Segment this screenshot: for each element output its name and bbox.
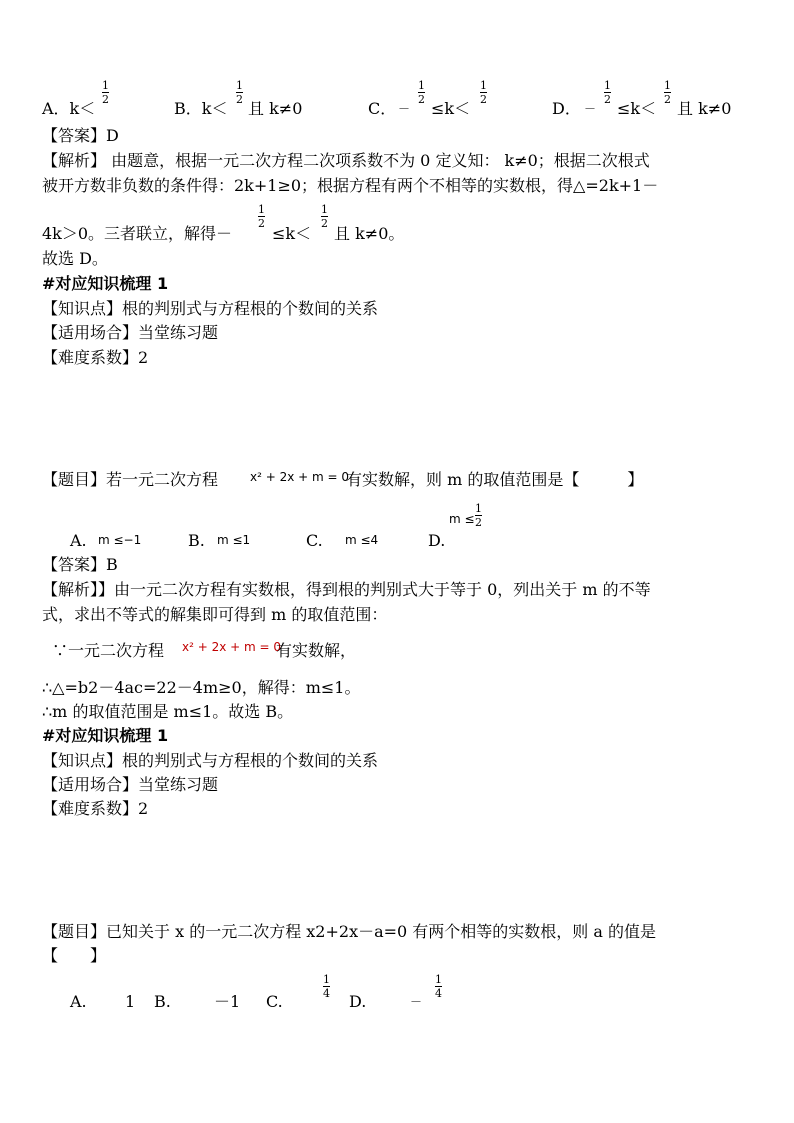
q3-option-c: C. bbox=[266, 992, 283, 1011]
q2-option-d-fraction: 1 2 bbox=[475, 502, 482, 529]
q1-option-d-fraction-right: 1 2 bbox=[664, 79, 671, 106]
q1-option-d-minus: － bbox=[584, 102, 597, 116]
q1-analysis-3c: 且 k≠0。 bbox=[334, 224, 405, 243]
q2-analysis-line-2: 式，求出不等式的解集即可得到 m 的取值范围： bbox=[42, 605, 388, 624]
q3-option-a: A. bbox=[70, 992, 87, 1011]
q1-scene: 【适用场合】当堂练习题 bbox=[42, 323, 219, 342]
q1-analysis-3a: 4k＞0。三者联立，解得－ bbox=[42, 224, 233, 243]
q1-option-b: B．k＜ bbox=[174, 99, 228, 118]
q3-option-c-fraction: 1 4 bbox=[323, 973, 330, 1000]
q2-option-a: A. bbox=[70, 531, 87, 550]
q1-option-b-tail: 且 k≠0 bbox=[248, 99, 303, 118]
q1-analysis-fraction-right: 1 2 bbox=[321, 203, 328, 230]
q1-option-d-fraction-left: 1 2 bbox=[604, 79, 611, 106]
q1-option-d-tail: 且 k≠0 bbox=[677, 99, 732, 118]
q3-option-d-minus: － bbox=[410, 995, 423, 1009]
q1-option-b-fraction: 1 2 bbox=[236, 79, 243, 106]
q2-difficulty: 【难度系数】2 bbox=[42, 799, 149, 818]
q2-option-b: B. bbox=[188, 531, 205, 550]
q1-option-c-mid: ≤k＜ bbox=[431, 99, 471, 118]
q2-scene: 【适用场合】当堂练习题 bbox=[42, 775, 219, 794]
q1-analysis-line-2: 被开方数非负数的条件得：2k+1≥0；根据方程有两个不相等的实数根，得△=2k+1－ bbox=[42, 176, 659, 195]
q3-option-b: B. bbox=[154, 992, 171, 1011]
q2-therefore-line-2: ∴m 的取值范围是 m≤1。故选 B。 bbox=[42, 702, 294, 721]
q2-knowledge-point: 【知识点】根的判别式与方程根的个数间的关系 bbox=[42, 751, 379, 770]
q2-title-equation: x² + 2x + m = 0 bbox=[250, 470, 350, 484]
q2-title-a: 【题目】若一元二次方程 bbox=[42, 470, 219, 489]
q1-option-d-mid: ≤k＜ bbox=[617, 99, 657, 118]
q2-title-b: 有实数解，则 m 的取值范围是【 】 bbox=[346, 470, 644, 489]
q1-conclusion: 故选 D。 bbox=[42, 249, 108, 268]
q3-option-d-fraction: 1 4 bbox=[435, 973, 442, 1000]
q2-answer: 【答案】B bbox=[42, 555, 118, 574]
q2-therefore-line-1: ∴△=b2－4ac=22－4m≥0，解得：m≤1。 bbox=[42, 678, 361, 697]
q1-option-a-fraction: 1 2 bbox=[102, 79, 109, 106]
q1-option-c: C． bbox=[368, 99, 397, 118]
q2-option-c-math: m ≤4 bbox=[345, 533, 379, 547]
q3-option-a-value: 1 bbox=[125, 992, 136, 1011]
q2-option-d-math: m ≤ bbox=[449, 512, 475, 526]
q1-option-d: D． bbox=[552, 99, 581, 118]
q3-title-line-2: 【 】 bbox=[42, 946, 107, 965]
q1-analysis-3b: ≤k＜ bbox=[272, 224, 312, 243]
q1-analysis-fraction-left: 1 2 bbox=[258, 203, 265, 230]
q2-option-d: D. bbox=[428, 531, 446, 550]
q2-option-b-math: m ≤1 bbox=[217, 533, 251, 547]
q1-option-c-minus: － bbox=[398, 102, 411, 116]
q1-knowledge-point: 【知识点】根的判别式与方程根的个数间的关系 bbox=[42, 299, 379, 318]
q3-option-d: D. bbox=[349, 992, 367, 1011]
q1-option-a: A．k＜ bbox=[42, 99, 96, 118]
q1-analysis-line-1: 【解析】 由题意，根据一元二次方程二次项系数不为 0 定义知： k≠0；根据二次根式 bbox=[42, 151, 650, 170]
q2-analysis-line-1: 【解析】】由一元二次方程有实数根，得到根的判别式大于等于 0，列出关于 m 的不等 bbox=[42, 580, 651, 599]
q2-because-a: ∵一元二次方程 bbox=[52, 641, 165, 660]
q3-option-b-value: －1 bbox=[214, 992, 241, 1011]
q1-answer: 【答案】D bbox=[42, 126, 119, 145]
q1-option-c-fraction-left: 1 2 bbox=[418, 79, 425, 106]
q2-section-heading: #对应知识梳理 1 bbox=[42, 726, 169, 745]
q2-option-c: C. bbox=[306, 531, 323, 550]
q3-title-line-1: 【题目】已知关于 x 的一元二次方程 x2+2x－a=0 有两个相等的实数根，则 a 的值是 bbox=[42, 922, 657, 941]
q2-because-equation: x² + 2x + m = 0 bbox=[182, 640, 282, 654]
q2-because-b: 有实数解， bbox=[276, 641, 357, 660]
q1-section-heading: #对应知识梳理 1 bbox=[42, 274, 169, 293]
q1-option-c-fraction-right: 1 2 bbox=[480, 79, 487, 106]
q1-difficulty: 【难度系数】2 bbox=[42, 348, 149, 367]
q2-option-a-math: m ≤−1 bbox=[98, 533, 142, 547]
